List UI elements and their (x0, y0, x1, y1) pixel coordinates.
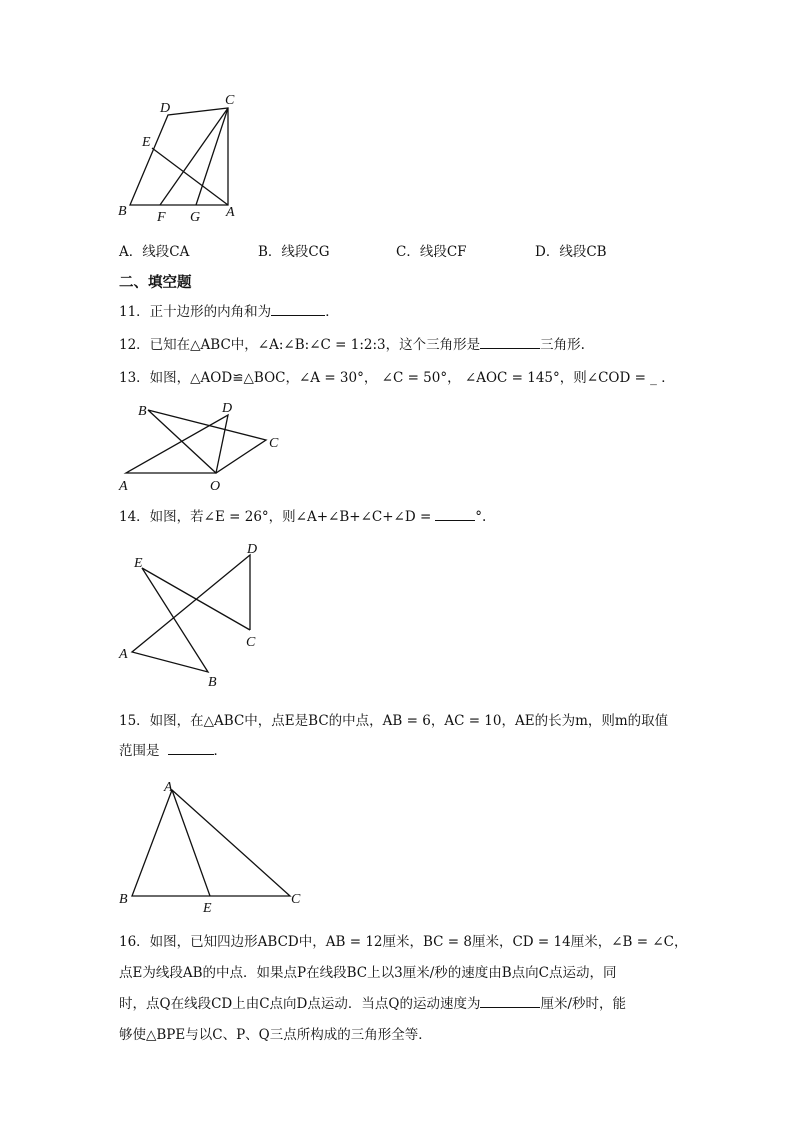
question-16-line-3 (119, 995, 626, 1013)
option-letter: C． (396, 244, 420, 260)
label-e: E (203, 901, 212, 916)
label-a: A (119, 647, 128, 662)
label-c: C (291, 892, 301, 907)
label-f: F (157, 210, 166, 225)
question-16-line-2: 点E为线段AB的中点．如果点P在线段BC上以3厘米/秒的速度由B点向C点运动，同 (119, 965, 617, 981)
question-13: 13．如图，△AOD≌△BOC，∠A = 30°， ∠C = 50°， ∠AOC = 145°，则∠COD = _ ． (119, 370, 675, 386)
option-letter: D． (535, 244, 560, 260)
option-text: 线段CG (281, 244, 330, 260)
label-a: A (164, 780, 173, 795)
question-16-line-1: 16．如图，已知四边形ABCD中，AB = 12厘米，BC = 8厘米，CD = 14厘米，∠B = ∠C， (119, 934, 688, 950)
section-heading: 二、填空题 (119, 274, 192, 291)
label-c: C (225, 93, 235, 108)
label-c: C (269, 436, 279, 451)
question-text: 厘米/秒时，能 (540, 996, 627, 1012)
option-letter: A． (119, 244, 143, 260)
label-g: G (190, 210, 201, 225)
question-text: 三角形. (540, 337, 585, 353)
label-c: C (246, 635, 256, 650)
label-a: A (119, 479, 128, 494)
question-text: ． (213, 743, 227, 759)
triangle-abc (132, 790, 290, 896)
label-o: O (210, 479, 221, 494)
answer-blank[interactable] (480, 995, 540, 1008)
label-e: E (134, 556, 143, 571)
question-16-line-4: 够使△BPE与以C、P、Q三点所构成的三角形全等． (119, 1027, 432, 1043)
label-b: B (138, 404, 147, 419)
question-text: 11．正十边形的内角和为 (119, 304, 272, 320)
label-a: A (226, 205, 235, 220)
question-text: ． (325, 304, 339, 320)
question-text: 时，点Q在线段CD上由C点向D点运动．当点Q的运动速度为 (119, 996, 481, 1012)
label-b: B (208, 675, 217, 690)
question-text: 14．如图，若∠E = 26°，则∠A+∠B+∠C+∠D = (119, 509, 432, 525)
option-text: 线段CB (559, 244, 607, 260)
question-text: °. (475, 509, 487, 525)
option-letter: B． (258, 244, 282, 260)
option-text: 线段CF (419, 244, 467, 260)
median-ae (172, 790, 210, 896)
option-text: 线段CA (142, 244, 190, 260)
question-text: 范围是 (119, 743, 160, 759)
label-d: D (247, 542, 258, 557)
label-b: B (119, 892, 128, 907)
label-d: D (160, 101, 171, 116)
label-d: D (222, 401, 233, 416)
question-15-line-1: 15．如图，在△ABC中，点E是BC的中点，AB = 6，AC = 10，AE的长为m，则m的取值 (119, 713, 669, 729)
question-text: 12．已知在△ABC中，∠A:∠B:∠C = 1:2:3，这个三角形是 (119, 337, 481, 353)
label-b: B (118, 204, 127, 219)
label-e: E (142, 135, 151, 150)
